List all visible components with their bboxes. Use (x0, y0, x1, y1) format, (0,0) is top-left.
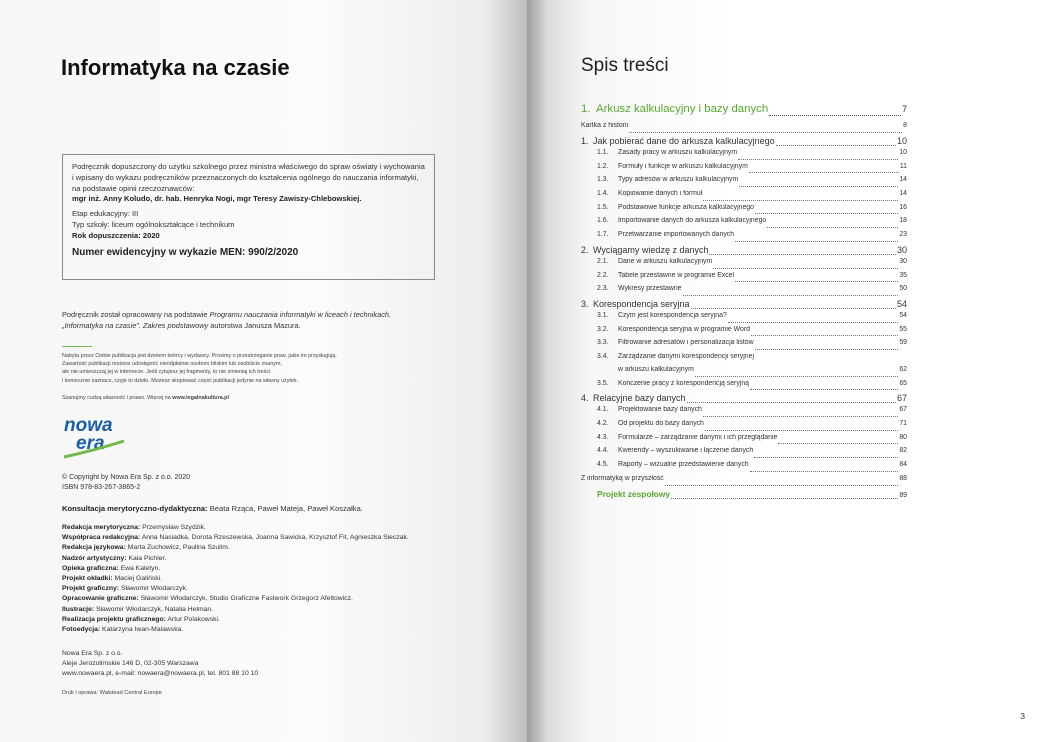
toc-entry-title: Kartka z historii (581, 122, 629, 129)
publisher-name: Nowa Era Sp. z o.o. (62, 650, 123, 657)
toc-entry-number: 4.4. (597, 447, 609, 455)
toc-entry[interactable] (581, 103, 907, 119)
credit-value: Marta Zuchowicz, Paulina Szulim. (127, 544, 230, 552)
toc-entry-page: 7 (901, 104, 907, 114)
toc-entry-number: 4.5. (597, 461, 609, 469)
toc-entry[interactable] (581, 447, 907, 461)
credit-line (62, 533, 462, 543)
toc-entry-number: 1. (581, 103, 591, 115)
registration-number: Numer ewidencyjny w wykazie MEN: 990/2/2020 (72, 246, 299, 258)
toc-leader-dots (749, 172, 899, 173)
credit-value: Ewa Kaletyn. (120, 564, 161, 572)
toc-entry-page: 54 (899, 311, 907, 319)
toc-entry-continuation[interactable] (581, 366, 907, 380)
right-page-toc (527, 0, 1051, 742)
toc-entry-page: 54 (896, 298, 907, 309)
toc-leader-dots (705, 430, 899, 431)
toc-title: Spis treści (581, 55, 669, 76)
toc-entry-number: 3. (581, 298, 589, 309)
toc-leader-dots (629, 132, 902, 133)
toc-entry-page: 10 (899, 149, 907, 156)
toc-entry-number: 4. (581, 393, 589, 404)
toc-leader-dots (755, 213, 898, 214)
toc-entry-number: 3.2. (597, 325, 609, 333)
toc-leader-dots (776, 145, 896, 146)
toc-leader-dots (687, 402, 896, 403)
toc-entry-page: 71 (899, 420, 907, 427)
legal-notice (62, 352, 442, 385)
toc-leader-dots (671, 498, 898, 499)
toc-entry-number: 4.2. (597, 420, 609, 427)
toc-leader-dots (738, 159, 898, 160)
credit-value: Sławomir Włodarczyk, Natalia Helman. (96, 605, 214, 613)
toc-entry[interactable] (581, 380, 907, 394)
toc-entry-title: Podstawowe funkcje arkusza kalkulacyjnego (618, 203, 754, 211)
toc-leader-dots (665, 485, 899, 486)
toc-entry-title: Formuły i funkcje w arkuszu kalkulacyjnym (618, 162, 748, 170)
credit-value: Przemysław Szydzik. (142, 524, 206, 531)
toc-entry-page: 30 (899, 257, 907, 265)
toc-entry-page: 16 (899, 203, 907, 211)
toc-entry-number: 3.3. (597, 339, 609, 347)
toc-entry-number: 1.6. (597, 217, 609, 225)
credit-line (62, 594, 462, 604)
publisher-contact: www.nowaera.pl, e-mail: nowaera@nowaera.pl, tel. 801 88 10 10 (62, 670, 259, 678)
credit-line (62, 523, 462, 533)
credit-label: Współpraca redakcyjna: (62, 534, 141, 542)
toc-leader-dots (750, 389, 898, 390)
toc-entry-page: 55 (899, 325, 907, 333)
publisher-street: Aleje Jerozolimskie 146 D, 02-305 Warszawa (62, 660, 199, 668)
credit-line (62, 554, 462, 564)
toc-leader-dots (695, 376, 899, 377)
toc-entry-number: 1.3. (597, 176, 609, 184)
credits-list (62, 523, 462, 635)
credit-label: Realizacja projektu graficznego: (62, 615, 166, 623)
credit-line (62, 605, 462, 615)
toc-entry-page: 62 (899, 365, 907, 373)
logo-word-era: era (76, 433, 105, 454)
toc-entry[interactable] (581, 136, 907, 149)
toc-entry[interactable] (581, 434, 907, 448)
school-type: Typ szkoły: liceum ogólnokształcące i technikum (72, 219, 235, 229)
toc-entry-title: Raporty – wizualne przedstawienie danych (618, 461, 749, 469)
toc-entry-title: Relacyjne bazy danych (593, 393, 686, 404)
toc-entry[interactable] (581, 217, 907, 231)
toc-leader-dots (703, 200, 898, 201)
consultation-value: Beata Rząca, Paweł Mateja, Paweł Koszałka. (209, 504, 363, 513)
toc-entry-number: 3.5. (597, 379, 609, 387)
toc-entry-number: 4.1. (597, 406, 609, 414)
basis-program-subtitle: „Informatyka na czasie”. Zakres podstawowy (62, 320, 209, 330)
toc-entry-title: Zasady pracy w arkuszu kalkulacyjnym (618, 149, 738, 156)
toc-entry[interactable] (581, 475, 907, 489)
legal-line: Nabyta przez Ciebie publikacja jest dziełem twórcy i wydawcy. Prosimy o przestrzeganie praw, jakie im przysługują. (62, 353, 337, 359)
toc-leader-dots (709, 254, 896, 255)
toc-entry[interactable] (581, 299, 907, 312)
toc-entry[interactable] (581, 339, 907, 353)
toc-entry-number: 1. (581, 136, 589, 146)
toc-entry-page: 84 (899, 461, 907, 469)
logo-word-nowa: nowa (64, 415, 113, 436)
toc-leader-dots (767, 227, 898, 228)
page-number: 3 (1020, 711, 1025, 721)
toc-entry[interactable] (581, 312, 907, 326)
toc-entry-number: 3.4. (597, 352, 609, 360)
book-title: Informatyka na czasie (61, 55, 290, 80)
toc-entry-title: Kończenie pracy z korespondencją seryjną (618, 379, 749, 387)
toc-entry[interactable] (581, 326, 907, 340)
toc-entry-title: Jak pobierać dane do arkusza kalkulacyjnego (593, 136, 775, 146)
toc-entry[interactable] (581, 406, 907, 420)
toc-entry-number: 1.2. (597, 162, 609, 170)
toc-entry[interactable] (581, 245, 907, 258)
respect-text: Szanujmy cudzą własność i prawo. Więcej na (62, 395, 171, 401)
approval-text: Podręcznik dopuszczony do użytku szkolnego przez ministra właściwego do spraw oświaty i wychowania i wpisany do wykazu podręczników przeznaczonych do kształcenia ogólnego do nauczania informatyki, na podstawie opinii rzeczoznawców: (72, 162, 425, 193)
toc-entry[interactable] (581, 393, 907, 406)
toc-leader-dots (778, 443, 898, 444)
toc-entry-number: 2.1. (597, 257, 609, 265)
toc-leader-dots (739, 186, 898, 187)
toc-entry[interactable] (581, 489, 907, 502)
toc-entry-number: 1.4. (597, 190, 609, 198)
credit-value: Maciej Galiński. (114, 575, 163, 583)
toc-entry-title: Od projektu do bazy danych (618, 420, 704, 427)
credit-label: Nadzór artystyczny: (62, 554, 127, 562)
toc-entry-title: Importowanie danych do arkusza kalkulacyjnego (618, 217, 767, 225)
toc-entry-title: Dane w arkuszu kalkulacyjnym (618, 257, 713, 265)
toc-leader-dots (755, 349, 899, 350)
toc-entry-title: Korespondencja seryjna (593, 298, 690, 309)
toc-entry-number: 1.5. (597, 203, 609, 211)
toc-leader-dots (735, 281, 898, 282)
toc-entry-title: Czym jest korespondencja seryjna? (618, 311, 727, 319)
credit-line (62, 543, 462, 553)
toc-entry-page: 59 (899, 339, 907, 347)
toc-leader-dots (750, 471, 899, 472)
credit-label: Projekt graficzny: (62, 585, 120, 593)
toc-entry-title: Wyciągamy wiedzę z danych (593, 244, 709, 255)
toc-entry-title: Wykresy przestawne (618, 285, 682, 293)
toc-entry-title: Kopiowanie danych i formuł (618, 190, 703, 198)
credit-line (62, 574, 462, 584)
toc-entry-title: Korespondencja seryjna w programie Word (618, 325, 751, 333)
toc-entry-page: 50 (899, 285, 907, 293)
toc-entry-title: Projektowanie bazy danych (618, 406, 702, 414)
consultation (62, 504, 363, 513)
toc-entry-number: 2. (581, 244, 589, 255)
toc-entry-title: Kwerendy – wyszukiwanie i łączenie danych (618, 447, 754, 455)
toc-leader-dots (691, 308, 896, 309)
credit-line (62, 564, 462, 574)
respect-note (62, 395, 229, 401)
toc-leader-dots (703, 416, 898, 417)
toc-leader-dots (728, 322, 899, 323)
basis-note (62, 310, 452, 331)
credit-value: Sławomir Włodarczyk. (120, 585, 188, 593)
credit-value: Katarzyna Iwan-Malawska. (102, 626, 184, 634)
toc-entry[interactable] (581, 204, 907, 218)
toc-leader-dots (754, 457, 898, 458)
toc-entry-page: 11 (899, 162, 907, 170)
toc-entry-page: 8 (903, 122, 907, 129)
toc-entry-number: 1.7. (597, 231, 609, 239)
toc-entry-page: 35 (899, 271, 907, 279)
copyright-block (62, 473, 190, 493)
toc-leader-dots (735, 241, 898, 242)
isbn: ISBN 978-83-267-3865-2 (62, 484, 141, 491)
credit-line (62, 615, 462, 625)
toc-entry-number: 2.2. (597, 271, 609, 279)
green-divider (62, 346, 92, 347)
toc-entry-number: 1.1. (597, 149, 609, 156)
toc-entry-title: Tabele przestawne w programie Excel (618, 271, 735, 279)
credit-label: Fotoedycja: (62, 626, 101, 634)
toc-entry-page: 82 (899, 447, 907, 455)
toc-entry[interactable] (581, 285, 907, 299)
toc-entry-title: Z informatyką w przyszłość (581, 474, 664, 482)
education-stage: Etap edukacyjny: III (72, 209, 139, 219)
credit-value: Kaia Pichler. (128, 554, 167, 562)
toc-entry-number: 4.3. (597, 433, 609, 441)
credit-label: Redakcja merytoryczna: (62, 524, 141, 531)
toc-entry-title: Typy adresów w arkuszu kalkulacyjnym (618, 176, 739, 184)
approval-year: Rok dopuszczenia: 2020 (72, 230, 160, 240)
toc-entry[interactable] (581, 272, 907, 286)
toc-entry[interactable] (581, 258, 907, 272)
approval-box (62, 154, 435, 280)
credit-value: Artur Polakowski. (167, 615, 220, 623)
toc-entry-page: 23 (899, 231, 907, 239)
toc-entry-number: 2.3. (597, 285, 609, 293)
copyright: © Copyright by Nowa Era Sp. z o.o. 2020 (62, 474, 191, 481)
toc-entry[interactable] (581, 420, 907, 434)
credit-value: Anna Nasiadka, Dorota Rzeszewska, Joanna Sawicka, Krzysztof Fit, Agnieszka Sieczak. (141, 534, 409, 542)
toc-entry-page: 88 (899, 474, 907, 482)
credit-label: Opracowanie graficzne: (62, 595, 139, 603)
consultation-label: Konsultacja merytoryczno-dydaktyczna: (62, 504, 208, 513)
toc-leader-dots (683, 295, 899, 296)
toc-entry-page: 14 (899, 190, 907, 198)
legal-line: i koniecznie zaznacz, czyje to dzieło. Możesz skopiować część publikacji jedynie na własny użytek. (62, 377, 299, 384)
toc-leader-dots (769, 115, 901, 116)
toc-entry-title: Zarządzanie danymi korespondencji seryjnej (618, 352, 754, 360)
credit-label: Ilustracje: (62, 605, 95, 613)
legal-culture-link[interactable]: www.legalnakultura.pl (172, 395, 229, 401)
toc-entry[interactable] (581, 149, 907, 163)
toc-entry[interactable] (581, 190, 907, 204)
toc-leader-dots (713, 268, 898, 269)
credit-line (62, 584, 462, 594)
nowa-era-logo (62, 411, 132, 461)
toc-entry-page: 80 (899, 433, 907, 441)
toc-entry-title: Arkusz kalkulacyjny i bazy danych (596, 103, 769, 115)
toc-entry-page: 10 (896, 136, 907, 146)
credit-line (62, 625, 462, 635)
toc-entry-number: 3.1. (597, 311, 609, 319)
print-info: Druk i oprawa: Walstead Central Europe (62, 690, 162, 696)
toc-entry-title: Formularze – zarządzanie danymi i ich przeglądanie (618, 433, 778, 441)
basis-author: autorstwa Janusza Mazura. (210, 320, 301, 330)
legal-line: Zawartość publikacji możesz udostępnić nieodpłatnie osobom bliskim lub osobiście znanym, (62, 361, 282, 368)
toc-entry-page: 89 (899, 491, 907, 499)
table-of-contents (581, 103, 907, 502)
credit-label: Opieka graficzna: (62, 564, 119, 572)
toc-entry-title: Przetwarzanie importowanych danych (618, 231, 735, 239)
toc-entry[interactable] (581, 353, 907, 366)
toc-entry-page: 18 (899, 217, 907, 225)
toc-entry-page: 30 (896, 244, 907, 255)
toc-entry-page: 67 (896, 393, 907, 404)
toc-entry[interactable] (581, 163, 907, 177)
toc-entry-title-cont: w arkuszu kalkulacyjnym (618, 365, 694, 373)
credit-value: Sławomir Włodarczyk, Studio Graficzne Fastwork Grzegorz Afeltowicz. (140, 595, 353, 603)
basis-text: Podręcznik został opracowany na podstawie (62, 310, 208, 319)
toc-entry-title: Projekt zespołowy (597, 488, 671, 499)
toc-entry-page: 67 (899, 406, 907, 414)
toc-entry[interactable] (581, 176, 907, 190)
toc-entry-page: 65 (899, 379, 907, 387)
toc-entry-page: 14 (899, 176, 907, 184)
credit-label: Projekt okładki: (62, 575, 113, 583)
toc-entry[interactable] (581, 122, 907, 136)
toc-entry[interactable] (581, 231, 907, 245)
toc-entry-title: Filtrowanie adresatów i personalizacja listów (618, 339, 754, 347)
credit-label: Redakcja językowa: (62, 544, 126, 552)
toc-entry[interactable] (581, 461, 907, 475)
legal-line: ale nie umieszczaj jej w internecie. Jeśli cytujesz jej fragmenty, to nie zmieniaj ich treści (62, 369, 271, 376)
approval-reviewers: mgr inż. Anny Koludo, dr. hab. Henryka Nogi, mgr Teresy Zawiszy-Chlebowskiej. (72, 194, 362, 204)
toc-leader-dots (751, 335, 898, 336)
publisher-address (62, 649, 258, 680)
basis-program-title: Programu nauczania informatyki w liceach i technikach. (209, 310, 392, 319)
